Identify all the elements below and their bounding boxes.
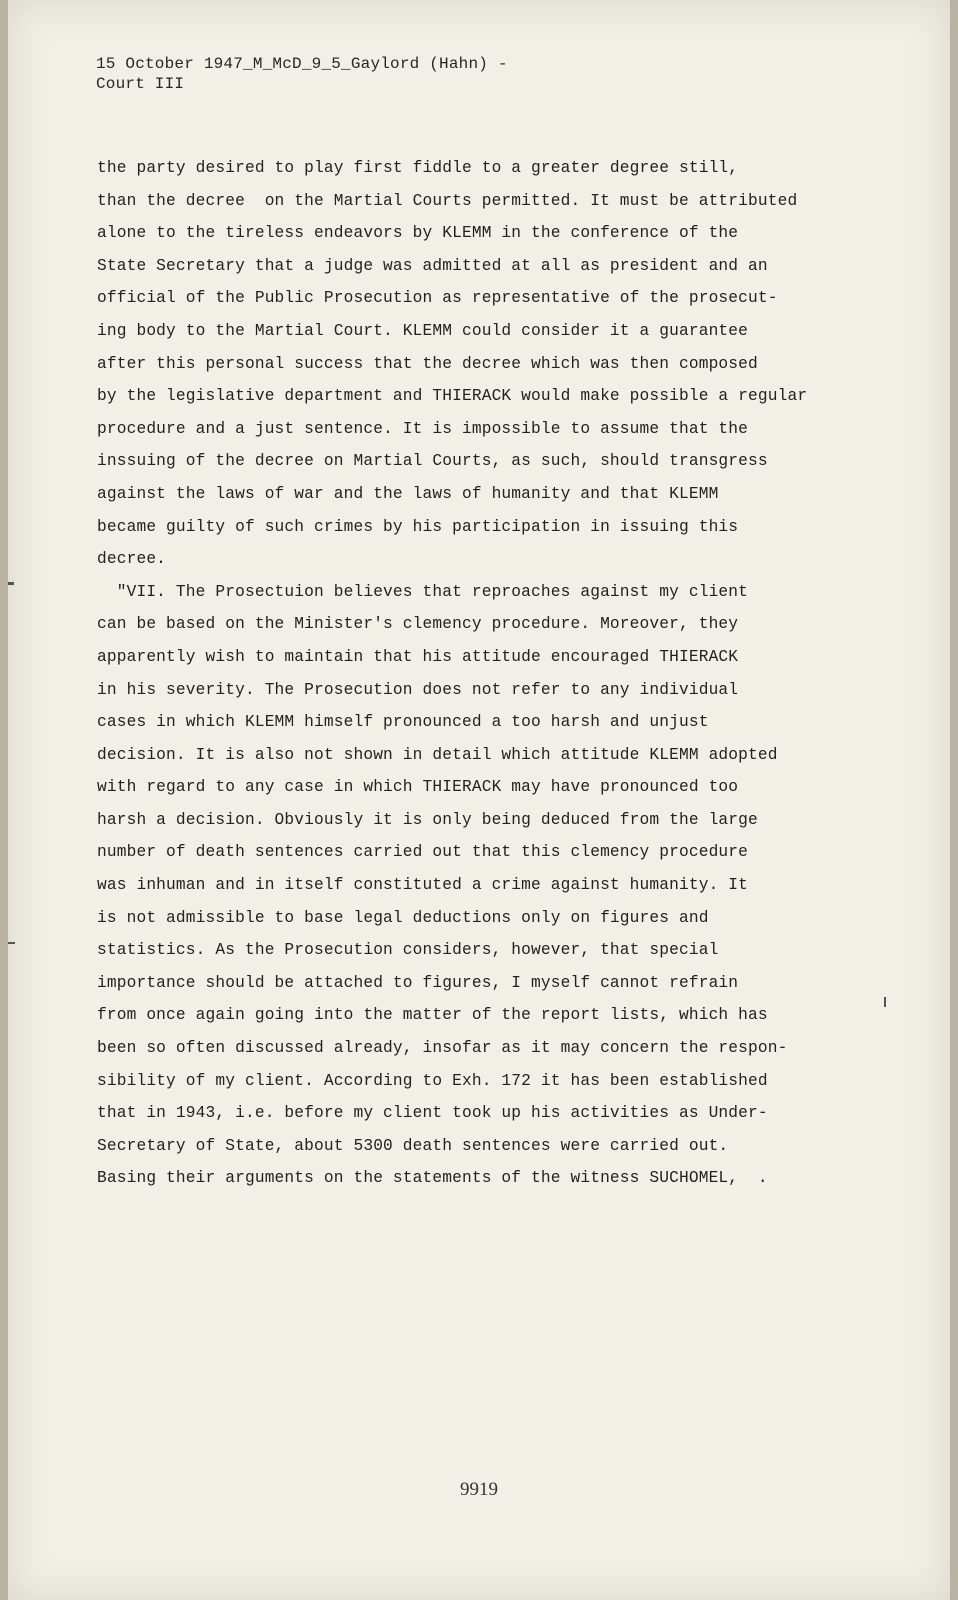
text-line: "VII. The Prosectuion believes that reproaches against my client xyxy=(97,582,749,601)
margin-mark xyxy=(8,582,14,585)
text-line: sibility of my client. According to Exh. 172 it has been established xyxy=(97,1071,768,1090)
text-line: with regard to any case in which THIERACK may have pronounced too xyxy=(97,778,739,797)
document-page xyxy=(8,0,950,1600)
text-line: is not admissible to base legal deductions only on figures and xyxy=(97,908,709,927)
text-line: the party desired to play first fiddle to a greater degree still, xyxy=(97,159,739,177)
text-line: apparently wish to maintain that his attitude encouraged THIERACK xyxy=(97,647,739,666)
text-line: after this personal success that the decree which was then composed xyxy=(97,354,758,373)
text-line: official of the Public Prosecution as representative of the prosecut- xyxy=(97,289,778,308)
header-date-line: 15 October 1947_M_McD_9_5_Gaylord (Hahn) - xyxy=(96,55,508,73)
margin-mark xyxy=(8,942,15,944)
text-line: alone to the tireless endeavors by KLEMM in the conference of the xyxy=(97,224,739,243)
text-line: Basing their arguments on the statements of the witness SUCHOMEL, . xyxy=(97,1169,768,1188)
text-line: Secretary of State, about 5300 death sentences were carried out. xyxy=(97,1136,729,1155)
page-number: 9919 xyxy=(460,1479,498,1500)
text-line: in his severity. The Prosecution does not refer to any individual xyxy=(97,680,739,699)
text-line: was inhuman and in itself constituted a crime against humanity. It xyxy=(97,876,749,895)
body-text xyxy=(97,152,857,1195)
text-line: became guilty of such crimes by his participation in issuing this xyxy=(97,517,739,536)
text-line: decision. It is also not shown in detail which attitude KLEMM adopted xyxy=(97,745,778,764)
text-line: decree. xyxy=(97,550,167,569)
text-line: by the legislative department and THIERACK would make possible a regular xyxy=(97,387,808,406)
text-line: can be based on the Minister's clemency procedure. Moreover, they xyxy=(97,615,739,634)
page-header xyxy=(96,54,508,94)
text-line: cases in which KLEMM himself pronounced a too harsh and unjust xyxy=(97,713,709,732)
text-line: ing body to the Martial Court. KLEMM could consider it a guarantee xyxy=(97,321,749,340)
text-line: that in 1943, i.e. before my client took up his activities as Under- xyxy=(97,1104,768,1123)
text-line: from once again going into the matter of the report lists, which has xyxy=(97,1006,768,1025)
text-line: importance should be attached to figures, I myself cannot refrain xyxy=(97,973,739,992)
header-court-line: Court III xyxy=(96,75,185,93)
text-line: harsh a decision. Obviously it is only being deduced from the large xyxy=(97,810,758,829)
text-line: been so often discussed already, insofar as it may concern the respon- xyxy=(97,1039,788,1058)
text-line: State Secretary that a judge was admitted at all as president and an xyxy=(97,256,768,275)
text-line: than the decree on the Martial Courts permitted. It must be attributed xyxy=(97,191,798,210)
text-line: procedure and a just sentence. It is impossible to assume that the xyxy=(97,419,749,438)
text-line: inssuing of the decree on Martial Courts, as such, should transgress xyxy=(97,452,768,471)
margin-mark xyxy=(884,997,886,1007)
text-line: statistics. As the Prosecution considers, however, that special xyxy=(97,941,719,960)
text-line: number of death sentences carried out that this clemency procedure xyxy=(97,843,749,862)
text-line: against the laws of war and the laws of humanity and that KLEMM xyxy=(97,484,719,503)
